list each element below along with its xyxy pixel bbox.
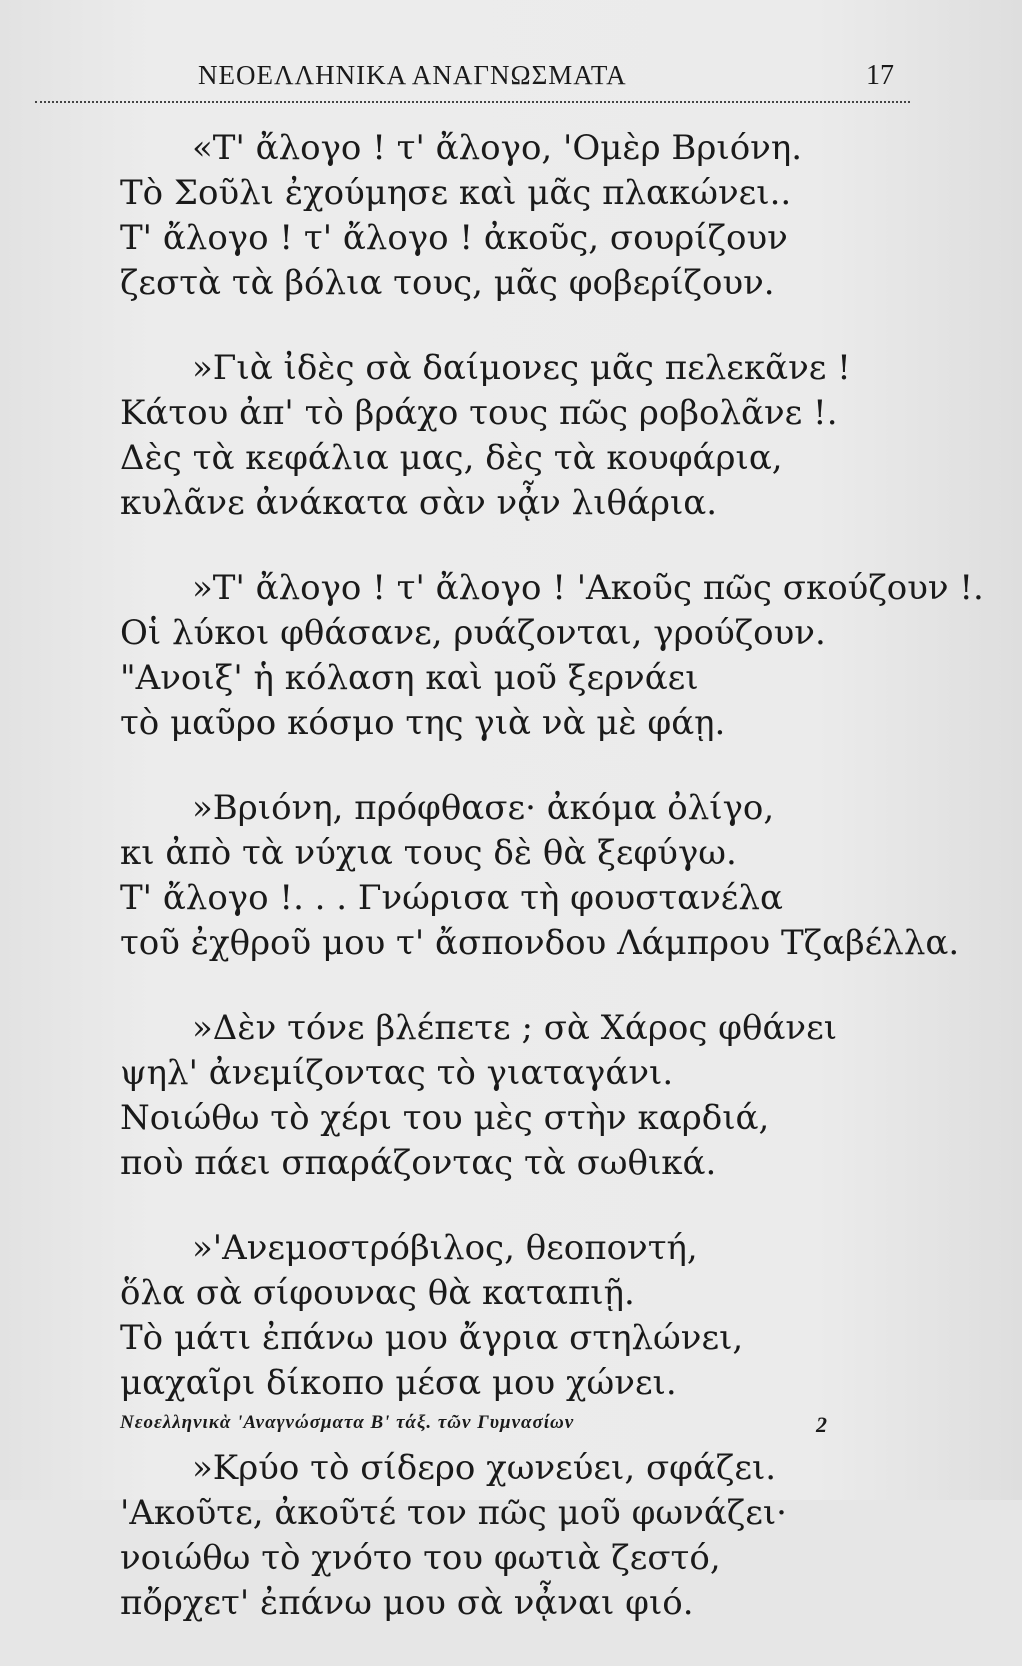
poem-line: κι ἀπὸ τὰ νύχια τους δὲ θὰ ξεφύγω. [120, 833, 737, 873]
poem-line: Οἱ λύκοι φθάσανε, ρυάζονται, γρούζουν. [120, 613, 826, 653]
poem-line: 'Ακοῦτε, ἀκοῦτέ τον πῶς μοῦ φωνάζει· [120, 1493, 787, 1533]
poem-line: Τ' ἄλογο ! τ' ἄλογο ! ἀκοῦς, σουρίζουν [120, 218, 788, 258]
poem-line: ὅλα σὰ σίφουνας θὰ καταπιῇ. [120, 1273, 635, 1313]
header-rule [35, 101, 910, 103]
poem-line: »Δὲν τόνε βλέπετε ; σὰ Χάρος φθάνει [192, 1008, 838, 1048]
poem-line: "Ανοιξ' ἡ κόλαση καὶ μοῦ ξερνάει [120, 658, 699, 698]
poem-line: Κάτου ἀπ' τὸ βράχο τους πῶς ροβολᾶνε !. [120, 393, 838, 433]
poem-line: Τ' ἄλογο !. . . Γνώρισα τὴ φουστανέλα [120, 878, 783, 918]
poem-line: μαχαῖρι δίκοπο μέσα μου χώνει. [120, 1363, 677, 1403]
poem-line: ζεστὰ τὰ βόλια τους, μᾶς φοβερίζουν. [120, 263, 775, 303]
poem-line: ποὺ πάει σπαράζοντας τὰ σωθικά. [120, 1143, 717, 1183]
poem-line: »Κρύο τὸ σίδερο χωνεύει, σφάζει. [192, 1448, 777, 1488]
footer-book-title: Νεοελληνικὰ 'Αναγνώσματα Β' τάξ. τῶν Γυμνασίων [120, 1412, 575, 1433]
poem-line: »Γιὰ ἰδὲς σὰ δαίμονες μᾶς πελεκᾶνε ! [192, 348, 851, 388]
stanza [0, 346, 1022, 526]
page-number: 17 [866, 60, 894, 91]
poem-line: »Βριόνη, πρόφθασε· ἀκόμα ὀλίγο, [192, 788, 775, 828]
stanza [0, 126, 1022, 306]
page-footer [0, 1412, 1022, 1442]
poem-line: »'Ανεμοστρόβιλος, θεοποντή, [192, 1228, 698, 1268]
stanza [0, 1226, 1022, 1406]
poem-line: Δὲς τὰ κεφάλια μας, δὲς τὰ κουφάρια, [120, 438, 783, 478]
poem-line: νοιώθω τὸ χνότο του φωτιὰ ζεστό, [120, 1538, 721, 1578]
running-title: ΝΕΟΕΛΛΗΝΙΚΑ ΑΝΑΓΝΩΣΜΑΤΑ [198, 60, 627, 90]
poem-line: «Τ' ἄλογο ! τ' ἄλογο, 'Ομὲρ Βριόνη. [192, 128, 803, 168]
poem-line: πὄρχετ' ἐπάνω μου σὰ νᾆναι φιό. [120, 1583, 694, 1623]
poem-line: τοῦ ἐχθροῦ μου τ' ἄσπονδου Λάμπρου Τζαβέλλα. [120, 923, 960, 963]
poem-line: »Τ' ἄλογο ! τ' ἄλογο ! 'Ακοῦς πῶς σκούζουν !. [192, 568, 984, 608]
page-header [0, 60, 1022, 104]
poem-line: Νοιώθω τὸ χέρι του μὲς στὴν καρδιά, [120, 1098, 770, 1138]
poem-line: Τὸ μάτι ἐπάνω μου ἄγρια στηλώνει, [120, 1318, 744, 1358]
poem-line: Τὸ Σοῦλι ἐχούμησε καὶ μᾶς πλακώνει.. [120, 173, 792, 213]
stanza [0, 1446, 1022, 1626]
stanza [0, 786, 1022, 966]
poem-line: κυλᾶνε ἀνάκατα σὰν νᾆν λιθάρια. [120, 483, 718, 523]
poem-line: ψηλ' ἀνεμίζοντας τὸ γιαταγάνι. [120, 1053, 674, 1093]
stanza [0, 1006, 1022, 1186]
stanza [0, 566, 1022, 746]
poem-line: τὸ μαῦρο κόσμο της γιὰ νὰ μὲ φάῃ. [120, 703, 726, 743]
signature-mark: 2 [816, 1412, 827, 1437]
